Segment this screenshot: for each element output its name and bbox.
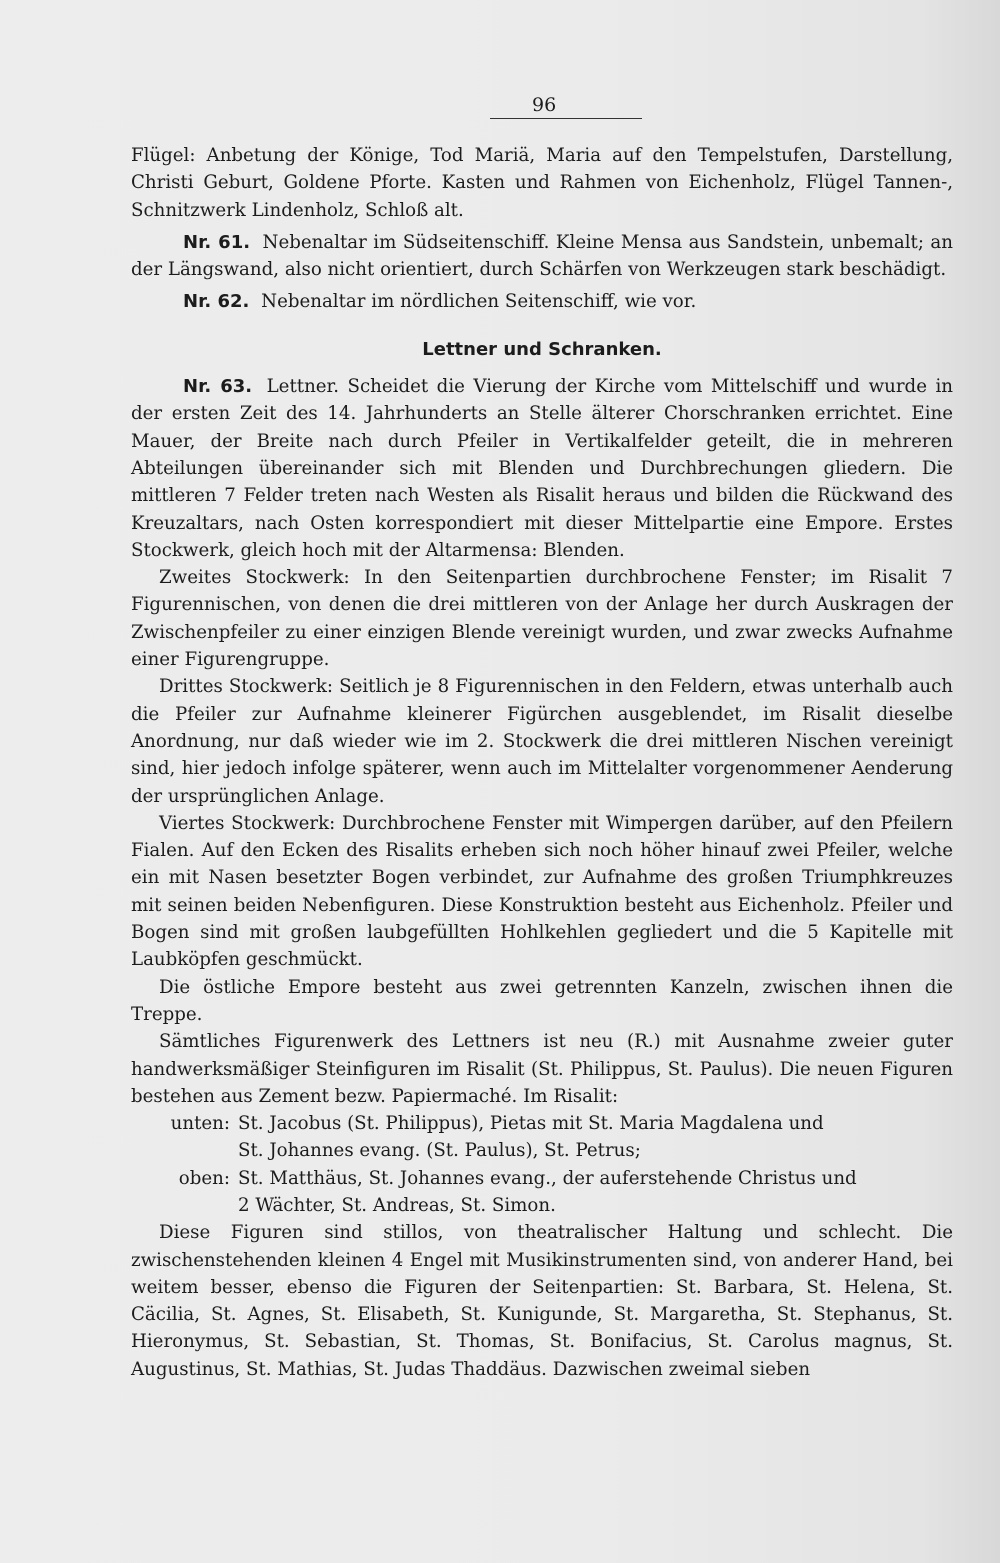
entry-text: Lettner. Scheidet die Vierung der Kirche vom Mittelschiff und wurde in der ersten Zeit des 14. Jahrhunderts an Stelle älterer Chorschranken errichtet. Eine Mauer, der Breite nach durch Pfeiler in Vertikalfelder geteilt, die in mehreren Abteilungen übereinander sich mit Blenden und Durchbrechungen gliedern. Die mittleren 7 Felder treten nach Westen als Risalit heraus und bilden die Rückwand des Kreuzaltars, nach Osten korrespondiert mit dieser Mittelpartie eine Empore. Erstes Stockwerk, gleich hoch mit der Altarmensa: Blenden. (131, 376, 953, 561)
list-text: St. Johannes evang. (St. Paulus), St. Petrus; (238, 1140, 641, 1162)
paragraph-second-floor: Zweites Stockwerk: In den Seitenpartien durchbrochene Fenster; im Risalit 7 Figurennischen, von denen die drei mittleren von der Anlage her durch Auskragen der Zwischenpfeiler zu einer einzigen Blende vereinigt wurden, und zwar zwecks Aufnahme einer Figurengruppe. (131, 567, 953, 671)
list-label (131, 1192, 238, 1219)
list-item (131, 1137, 953, 1164)
paragraph-third-floor: Drittes Stockwerk: Seitlich je 8 Figurennischen in den Feldern, etwas unterhalb auch die Pfeiler zur Aufnahme kleinerer Figürchen ausgeblendet, im Risalit dieselbe Anordnung, nur daß wieder wie im 2. Stockwerk die drei mittleren Nischen vereinigt sind, hier jedoch infolge späterer, wenn auch im Mittelalter vorgenommener Aenderung der ursprünglichen Anlage. (131, 676, 953, 807)
entry-number: Nr. 61. (183, 231, 251, 253)
entry-number: Nr. 63. (183, 376, 253, 398)
list-text: St. Jacobus (St. Philippus), Pietas mit St. Maria Magdalena und (238, 1113, 824, 1135)
entry-number: Nr. 62. (183, 291, 250, 313)
list-text: 2 Wächter, St. Andreas, St. Simon. (238, 1194, 556, 1216)
paragraph-figures: Sämtliches Figurenwerk des Lettners ist neu (R.) mit Ausnahme zweier guter handwerksmäßiger Steinfiguren im Risalit (St. Philippus, St. Paulus). Die neuen Figuren bestehen aus Zement bezw. Papiermaché. Im Risalit: (131, 1031, 953, 1107)
paragraph-fourth-floor: Viertes Stockwerk: Durchbrochene Fenster mit Wimpergen darüber, auf den Pfeilern Fialen. Auf den Ecken des Risalits erheben sich noch höher hinauf zwei Pfeiler, welche ein mit Nasen besetzter Bogen verbindet, zur Aufnahme des großen Triumphkreuzes mit seinen beiden Nebenfiguren. Diese Konstruktion besteht aus Eichenholz. Pfeiler und Bogen sind mit großen laubgefüllten Hohlkehlen gegliedert und die 5 Kapitelle mit Laubköpfen geschmückt. (131, 812, 953, 971)
section-heading: Lettner und Schranken. (422, 338, 662, 360)
entry-61 (131, 229, 953, 284)
list-label (131, 1137, 238, 1164)
page-number: 96 (490, 92, 642, 119)
entry-63 (131, 373, 953, 564)
entry-text: Nebenaltar im Südseitenschiff. Kleine Mensa aus Sandstein, unbemalt; an der Längswand, also nicht orientiert, durch Schärfen von Werkzeugen stark beschädigt. (131, 231, 953, 281)
page-body (131, 142, 953, 1383)
list-label: unten: (170, 1113, 230, 1135)
paragraph-east-gallery: Die östliche Empore besteht aus zwei getrennten Kanzeln, zwischen ihnen die Treppe. (131, 976, 953, 1025)
entry-text: Nebenaltar im nördlichen Seitenschiff, wie vor. (261, 291, 697, 313)
entry-62 (131, 288, 953, 315)
paragraph-closing: Diese Figuren sind stillos, von theatralischer Haltung und schlecht. Die zwischenstehenden kleinen 4 Engel mit Musikinstrumenten sind, von anderer Hand, bei weitem besser, ebenso die Figuren der Seitenpartien: St. Barbara, St. Helena, St. Cäcilia, St. Agnes, St. Elisabeth, St. Kunigunde, St. Margaretha, St. Stephanus, St. Hieronymus, St. Sebastian, St. Thomas, St. Bonifacius, St. Carolus magnus, St. Augustinus, St. Mathias, St. Judas Thaddäus. Dazwischen zweimal sieben (131, 1222, 953, 1380)
list-item (131, 1165, 953, 1192)
list-item (131, 1192, 953, 1219)
list-text: St. Matthäus, St. Johannes evang., der auferstehende Christus und (238, 1167, 857, 1189)
intro-paragraph: Flügel: Anbetung der Könige, Tod Mariä, Maria auf den Tempelstufen, Darstellung, Christi Geburt, Goldene Pforte. Kasten und Rahmen von Eichenholz, Flügel Tannen-, Schnitzwerk Lindenholz, Schloß alt. (131, 145, 953, 221)
list-label: oben: (178, 1167, 230, 1189)
risalit-figure-list (131, 1110, 953, 1219)
list-item (131, 1110, 953, 1137)
